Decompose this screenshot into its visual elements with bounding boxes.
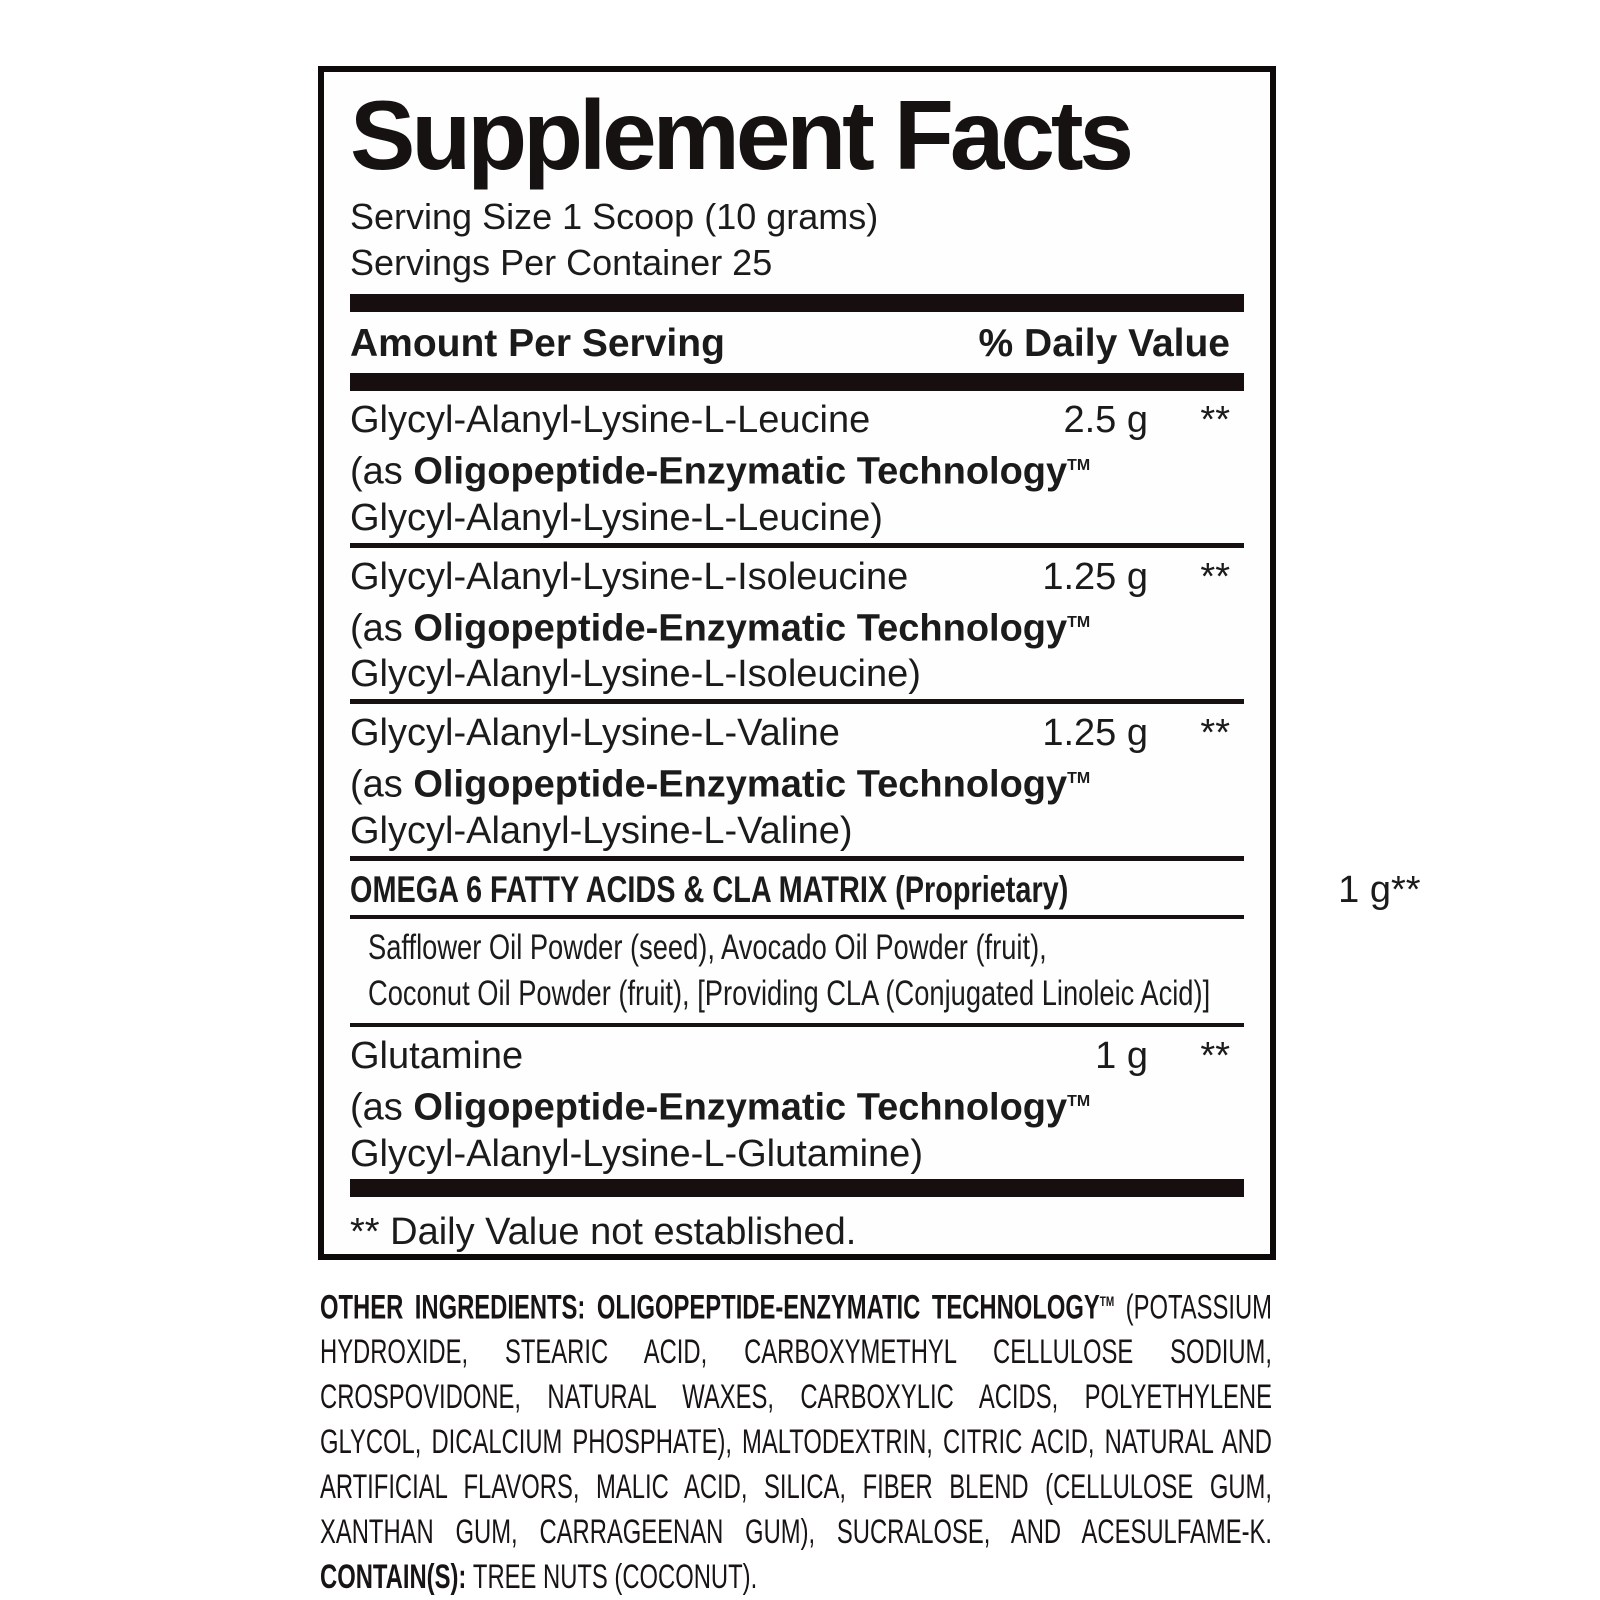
omega-sub-ingredients <box>350 919 1244 1023</box>
tech-name: Oligopeptide-Enzymatic Technology <box>413 763 1068 806</box>
ingredient-amount: 1 g <box>1338 868 1391 911</box>
ingredient-row-isoleucine <box>350 548 1244 700</box>
omega-matrix-name: OMEGA 6 FATTY ACIDS & CLA MATRIX (Proprietary) <box>350 868 1069 910</box>
trademark-mark: TM <box>1067 1092 1091 1110</box>
ingredient-amount: 1 g <box>1095 1034 1148 1077</box>
other-ingredients-paragraph <box>320 1280 1272 1600</box>
ingredient-name: Glycyl-Alanyl-Lysine-L-Valine <box>350 712 840 755</box>
ingredient-name: Glycyl-Alanyl-Lysine-L-Leucine <box>350 399 871 441</box>
ingredient-source-line <box>350 756 1244 808</box>
trademark-mark: TM <box>1099 1294 1115 1310</box>
contains-text: TREE NUTS (COCONUT). <box>472 1558 758 1597</box>
trademark-mark: TM <box>1067 613 1091 631</box>
other-ingredients-section <box>320 1280 1272 1600</box>
ingredient-dv: ** <box>1200 712 1230 755</box>
sub-ingredient-line: Safflower Oil Powder (seed), Avocado Oil Powder (fruit), <box>368 927 1047 967</box>
serving-size: Serving Size 1 Scoop (10 grams) <box>350 196 879 237</box>
ingredient-closing-line: Glycyl-Alanyl-Lysine-L-Leucine) <box>350 496 883 539</box>
as-prefix: (as <box>350 763 414 806</box>
tech-name: Oligopeptide-Enzymatic Technology <box>413 607 1068 650</box>
other-ingredients-body: (POTASSIUM HYDROXIDE, STEARIC ACID, CARBOXYMETHYL CELLULOSE SODIUM, CROSPOVIDONE, NATURAL WAXES, CARBOXYLIC ACIDS, POLYETHYLENE GLYCOL, DICALCIUM PHOSPHATE), MALTODEXTRIN, CITRIC ACID, NATURAL AND ARTIFICIAL FLAVORS, MALIC ACID, SILICA, FIBER BLEND (CELLULOSE GUM, XANTHAN GUM, CARRAGEENAN GUM), SUCRALOSE, AND ACESULFAME-K. <box>320 1288 1272 1552</box>
serving-info <box>350 194 1244 286</box>
tech-name: Oligopeptide-Enzymatic Technology <box>413 450 1068 493</box>
divider-bar-thick <box>350 294 1244 312</box>
other-ingredients-label: OTHER INGREDIENTS: <box>320 1288 597 1327</box>
ingredient-amount: 1.25 g <box>1042 712 1148 755</box>
ingredient-source-line <box>350 600 1244 652</box>
tech-name-bold: OLIGOPEPTIDE-ENZYMATIC TECHNOLOGY <box>596 1288 1100 1327</box>
servings-per-container: Servings Per Container 25 <box>350 242 773 283</box>
divider-bar-thick <box>350 1179 1244 1197</box>
as-prefix: (as <box>350 1086 414 1129</box>
divider-bar-thick <box>350 373 1244 391</box>
ingredient-dv: ** <box>1200 555 1230 598</box>
supplement-facts-panel <box>318 66 1421 1260</box>
ingredient-source-line <box>350 1079 1244 1131</box>
ingredient-dv: ** <box>1200 1034 1230 1077</box>
ingredient-name: Glutamine <box>350 1034 524 1077</box>
daily-value-header: % Daily Value <box>978 322 1230 365</box>
ingredient-name <box>350 867 1271 913</box>
ingredient-amount: 2.5 g <box>1063 399 1148 441</box>
trademark-mark: TM <box>1067 457 1091 474</box>
as-prefix: (as <box>350 450 414 493</box>
contains-label: CONTAIN(S): <box>320 1558 473 1597</box>
ingredient-name: Glycyl-Alanyl-Lysine-L-Isoleucine <box>350 555 909 598</box>
ingredient-dv: ** <box>1390 868 1421 911</box>
panel-title: Supplement Facts <box>350 80 1131 190</box>
ingredient-closing-line: Glycyl-Alanyl-Lysine-L-Isoleucine) <box>350 653 921 696</box>
sub-ingredient-line: Coconut Oil Powder (fruit), [Providing CLA (Conjugated Linoleic Acid)] <box>368 973 1211 1013</box>
daily-value-footnote: ** Daily Value not established. <box>350 1210 857 1253</box>
ingredient-row-leucine <box>350 391 1244 543</box>
as-prefix: (as <box>350 607 414 650</box>
trademark-mark: TM <box>1067 770 1091 788</box>
ingredient-row-valine <box>350 704 1244 856</box>
ingredient-source-line <box>350 443 1244 495</box>
tech-name: Oligopeptide-Enzymatic Technology <box>413 1086 1068 1129</box>
ingredient-dv: ** <box>1200 399 1230 441</box>
amount-per-serving-header: Amount Per Serving <box>350 322 725 365</box>
ingredient-row-omega-matrix <box>350 861 1421 915</box>
ingredient-closing-line: Glycyl-Alanyl-Lysine-L-Glutamine) <box>350 1132 923 1175</box>
column-headers <box>350 312 1244 373</box>
ingredient-amount: 1.25 g <box>1042 555 1148 598</box>
ingredient-row-glutamine <box>350 1027 1244 1179</box>
ingredient-closing-line: Glycyl-Alanyl-Lysine-L-Valine) <box>350 809 853 852</box>
